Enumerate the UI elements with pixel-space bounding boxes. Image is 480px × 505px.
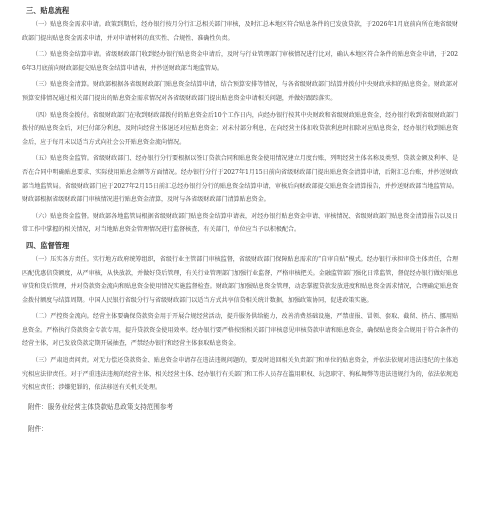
paragraph-fund-disbursement: （四）贴息资金拨付。省级财政部门在收到财政部拨付的贴息资金后10个工作日内，向经办银行按其中央财政和省级财政贴息资金，经办银行收到省级财政部门拨付的贴息资金后，对已付部分利息，及时向经营主体退还对应贴息资金；对未付部分利息，在向经营主体扣收贷款利息时扣除对应贴息资金，经办银行收到贴息资金后，应于每月末以适当方式向社会公开贴息资金流向情况。: [22, 111, 458, 146]
paragraph-fund-clearing: （三）贴息资金清算。财政部根据各省级财政部门贴息资金结算申请，结合预算安排等情况，与各省级财政部门结算并拨付中央财政承担的贴息资金。财政部对预算安排情况通过相关部门提出的贴息资金需求情况对各省级财政部门提出贴息资金申请相关问题，并做好跟踪落实。: [22, 81, 458, 102]
paragraph-fund-flow-control: （二）严控资金流向。经营主体要确保贷款资金用于开展合规经营活动，提升服务供给能力，改善消费基础设施，严禁虚报、冒领、套取、截留、挤占、挪用贴息资金。严格执行贷款资金专款专用，提升贷款资金使用效率。经办银行要严格按照相关部门审核意见审核贷款申请和贴息资金，确保贴息资金合规用于符合条件的经营主体，对已发放贷款定期开展抽查，严禁经办银行和经营主体套取贴息资金。: [22, 313, 458, 348]
paragraph-demand-application: （一）贴息资金需求申请。政策到期后，经办银行按月分行汇总相关部门审核，及时汇总本地区符合贴息条件的已发放贷款，于2026年1月底前向所在地省级财政部门提出贴息资金需求申请，并对申请材料的真实性、合规性、准确性负责。: [22, 21, 458, 42]
paragraph-settlement-application: （二）贴息资金结算申请。省级财政部门收到经办银行贴息资金申请后，及时与行业管理部门审核情况进行比对，确认本地区符合条件的贴息资金申请，于2026年3月底前向财政部提交贴息资金结算申请表，并抄送财政部当地监管局。: [22, 51, 458, 72]
paragraph-fund-oversight: （六）贴息资金监督。财政部各地监管局根据省级财政部门贴息资金结算申请表，对经办银行贴息资金申请、审核情况、省级财政部门贴息资金清算报告以及日常工作中掌握的相关情况，对当地贴息资金管理情况进行监督核查，有关部门，单位应当予以积极配合。: [22, 212, 458, 234]
section-heading-procedure: 三、贴息流程: [26, 6, 70, 15]
paragraph-accountability: （三）严肃追责问责。对无力偿还贷款资金、贴息资金申请存在违法违规问题的，要及时追回相关负责部门和单位的贴息资金，并依法依规对违法违纪的主体追究相应法律责任。对于严重违法违规的经营主体，相关经营主体、经办银行有关部门和工作人员存在滥用职权、玩忽职守、徇私舞弊等违法违规行为的，依法依规追究相应责任；涉嫌犯罪的，依法移送有关机关处理。: [22, 357, 458, 392]
paragraph-responsibilities: （一）压实各方责任。实行地方政府统筹组织，省级行业主管部门审核监督，省级财政部门保障贴息需求的“自审自贴”模式。经办银行承担审贷主体责任，合理匹配优惠信贷额度，从严审核，从快放款，并做好贷后管理，有关行业管理部门加强行业监督，严格审核把关。金融监管部门强化日常监管，督促经办银行做好贴息审贷和贷后管理，并对贷款资金流向和贴息资金使用情况实施监督检查。财政部门加强贴息资金管理，动态掌握贷款发放进度和贴息资金需求情况，合理确定贴息资金拨付额度与结算周期。中国人民银行省级分行与省级财政部门以适当方式共享信贷相关统计数据，加强政策协同，促进政策实施。: [22, 255, 458, 304]
attachment-label: 附件：: [28, 424, 48, 433]
paragraph-fund-supervision: （五）贴息资金监管。省级财政部门、经办银行分行要根据以签订贷款合同和贴息资金使用情况建立月度台账，列明经营主体名称及类型、贷款金额及利率、是否在合同中明确贴息要求、实际使用贴息金额等方面情况。经办银行分行于2027年1月15日前向省级财政部门提出贴息资金清算申请，后附汇总台账，并抄送财政部当地监管局。省级财政部门应于2027年2月15日前汇总经办银行分行的贴息资金结算申请，审核后向财政部提交贴息资金清算报告，并抄送财政部当地监管局。财政部根据省级财政部门审核情况进行贴息资金清算，及时与各省级财政部门清算贴息资金。: [22, 155, 458, 204]
section-heading-management: 四、监督管理: [26, 240, 70, 250]
attachment-reference: 附件：服务业经营主体贷款贴息政策支持范围参考: [28, 402, 174, 411]
